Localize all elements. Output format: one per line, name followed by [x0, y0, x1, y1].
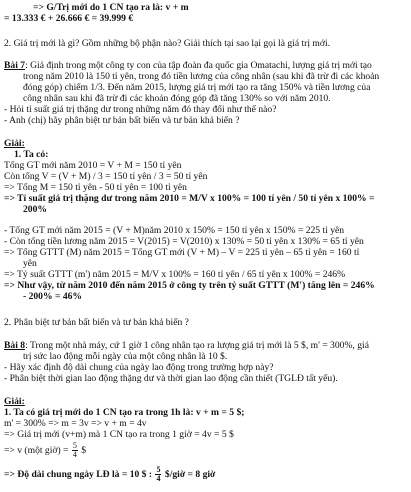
bai7-question-2: - Anh (chị) hãy phân biệt tư bản bất biến và tư bản khả biến ? [4, 115, 240, 126]
bai8-label: Bài 8 [4, 340, 26, 351]
bai7-text-2: trong năm 2010 là 150 tỉ yên, trong đó tiền lương của công nhân (sau khi đã trừ đi các khoản [23, 71, 380, 82]
question-2b: 2. Phân biệt tư bản bất biến và tư bản khả biến ? [4, 317, 189, 328]
bai8-question-2: - Phân biệt thời gian lao động thặng dư và thời gian lao động cần thiết (TGLĐ tất yếu). [4, 373, 338, 384]
line-result-vm: => G/Trị mới do 1 CN tạo ra là: v + m [33, 2, 189, 13]
solution2-line-4 [4, 441, 86, 461]
bai7-heading [4, 60, 372, 71]
fraction2-numerator: 5 [156, 465, 161, 475]
fraction-five-quarters [72, 442, 78, 459]
solution1-line-6: 200% [23, 204, 47, 215]
solution-heading-2: Giải: [4, 396, 25, 407]
solution2-line-1: 1. Ta có giá trị mới do 1 CN tạo ra trong 1h là: v + m = 5 $; [4, 407, 245, 418]
solution2-line-3: => Giá trị mới (v+m) mà 1 CN tạo ra trong 1 giờ = 4v = 5 $ [4, 429, 234, 440]
solution1-line-3: Còn tổng V = (V + M) / 3 = 150 tỉ yên / 3 = 50 tỉ yên [4, 171, 208, 182]
line-result-sum: = 13.333 € + 26.666 € = 39.999 € [4, 13, 134, 24]
solution2-line-5-text: => Độ dài chung ngày LĐ là = 10 $ : [4, 469, 153, 480]
solution1-line-12: => Như vậy, từ năm 2010 đến năm 2015 ở công ty trên tỷ suất GTTT (M') tăng lên = 246% [4, 280, 375, 291]
fraction-five-quarters-2 [155, 466, 161, 483]
solution1-line-4: => Tổng M = 150 tỉ yên - 50 tỉ yên = 100 tỉ yên [4, 182, 187, 193]
solution1-line-7: - Tổng GT mới năm 2015 = (V + M)năm 2010 x 150% = 150 tỉ yên x 150% = 225 tỉ yên [4, 225, 345, 236]
bai8-heading [4, 340, 369, 351]
solution2-line-5-result: $/giờ = 8 giờ [164, 469, 216, 480]
bai7-question-1: - Hỏi tỉ suất giá trị thặng dư trong những năm đó thay đổi như thế nào? [4, 104, 277, 115]
solution1-line-5: => Tỉ suất giá trị thặng dư trong năm 2010 = M/V x 100% = 100 tỉ yên / 50 tỉ yên x 100% = [4, 193, 375, 204]
fraction2-denominator: 4 [156, 474, 161, 484]
solution1-line-13: - 200% = 46% [23, 291, 83, 302]
solution1-line-9: => Tổng GTTT (M) năm 2015 = Tổng GT mới (V + M) – V = 225 tỉ yên – 65 tỉ yên = 160 tỉ [4, 247, 360, 258]
solution1-line-8: - Còn tổng tiền lương năm 2015 = V(2015) = V(2010) x 130% = 50 tỉ yên x 130% = 65 tỉ yên [4, 236, 364, 247]
solution1-step-1: 1. Ta có: [14, 149, 49, 160]
fraction-unit: $ [81, 445, 87, 456]
solution2-line-2: m' = 300% => m = 3v => v + m = 4v [4, 418, 147, 429]
solution2-line-4-text: => v (một giờ) = [4, 445, 69, 456]
fraction-denominator: 4 [72, 450, 77, 460]
bai8-text-1: : Trong một nhà máy, cứ 1 giờ 1 công nhân tạo ra lượng giá trị mới là 5 $, m' = 300%, giá [25, 340, 369, 351]
bai8-question-1: - Hãy xác định độ dài chung của ngày lao động trong trường hợp này? [4, 362, 274, 373]
solution-heading-1: Giải: [4, 138, 25, 149]
solution1-line-2: Tổng GT mới năm 2010 = V + M = 150 tỉ yên [4, 160, 182, 171]
bai8-text-2: trị sức lao động mỗi ngày của một công nhân là 10 $. [23, 351, 228, 362]
bai7-text-1: : Giả định trong một công ty con của tập đoàn đa quốc gia Omatachi, lượng giá trị mới tạo [25, 60, 372, 71]
question-2: 2. Giá trị mới là gì? Gồm những bộ phận nào? Giải thích tại sao lại gọi là giá trị mới. [4, 38, 331, 49]
bai7-text-3: đóng góp) chiếm 1/3. Đến năm 2015, lượng giá trị mới tạo ra tăng 150% và tiền lương của [23, 82, 371, 93]
solution1-line-10: yên [23, 258, 37, 269]
fraction-numerator: 5 [72, 441, 77, 451]
bai7-text-4: công nhân sau khi đã trừ đi các khoản đóng góp đã tăng 130% so với năm 2010. [23, 93, 331, 104]
bai7-label: Bài 7 [4, 60, 26, 71]
solution1-line-11: => Tỷ suất GTTT (m') năm 2015 = M/V x 100% = 160 tỉ yên / 65 tỉ yên x 100% = 246% [4, 269, 346, 280]
solution2-line-5 [4, 465, 215, 485]
